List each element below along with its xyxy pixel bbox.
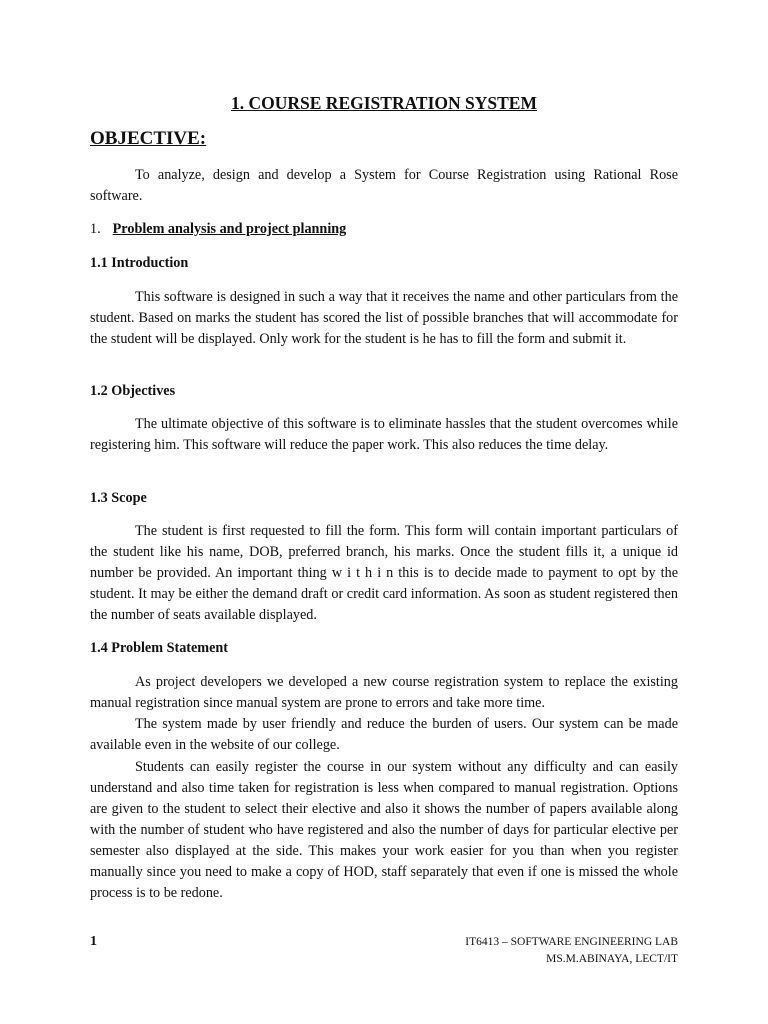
footer-author: MS.M.ABINAYA, LECT/IT	[546, 953, 678, 965]
section-1-2-heading: 1.2 Objectives	[90, 383, 176, 399]
footer-info	[465, 934, 678, 968]
section-1-3-text: The student is first requested to fill the form. This form will contain important particulars of the student like his name, DOB, preferred branch, his marks. Once the student fills it, a unique id number be provided. An important thing w i t h i n this is to decide made to payment to opt by the student. It may be either the demand draft or credit card information. As soon as student registered then the number of seats available displayed.	[90, 523, 678, 623]
section-1-1-heading: 1.1 Introduction	[90, 255, 189, 271]
section-1-2-text: The ultimate objective of this software is to eliminate hassles that the student overcomes while registering him. This software will reduce the paper work. This also reduces the time delay.	[90, 416, 678, 453]
section-1-1-text: This software is designed in such a way that it receives the name and other particulars from the student. Based on marks the student has scored the list of possible branches that will accommodate for the student will be displayed. Only work for the student is he has to fill the form and submit it.	[90, 289, 678, 347]
section-1-heading	[90, 221, 346, 238]
section-1-title: Problem analysis and project planning	[112, 221, 347, 237]
document-title: 1. COURSE REGISTRATION SYSTEM	[231, 93, 537, 113]
footer-course: IT6413 – SOFTWARE ENGINEERING LAB	[465, 936, 678, 948]
page-number: 1	[90, 934, 97, 949]
section-1-number: 1.	[90, 221, 101, 237]
section-1-4-paragraph-1: As project developers we developed a new course registration system to replace the existing manual registration since manual system are prone to errors and take more time.	[90, 674, 678, 711]
objective-heading: OBJECTIVE:	[90, 128, 207, 149]
section-1-4-paragraph-2: The system made by user friendly and reduce the burden of users. Our system can be made available even in the website of our college.	[90, 716, 678, 753]
objective-text: To analyze, design and develop a System for Course Registration using Rational Rose software.	[90, 167, 678, 204]
section-1-4-heading: 1.4 Problem Statement	[90, 640, 229, 656]
section-1-4-paragraph-3: Students can easily register the course in our system without any difficulty and can easily understand and also time taken for registration is less when compared to manual registration. Options are given to the student to select their elective and also it shows the number of papers available along with the number of student who have registered and also the number of days for particular elective per semester also displayed at the side. This makes your work easier for you than when you register manually since you need to make a copy of HOD, staff separately that even if one is missed the whole process is to be redone.	[90, 759, 678, 901]
section-1-3-heading: 1.3 Scope	[90, 490, 147, 506]
